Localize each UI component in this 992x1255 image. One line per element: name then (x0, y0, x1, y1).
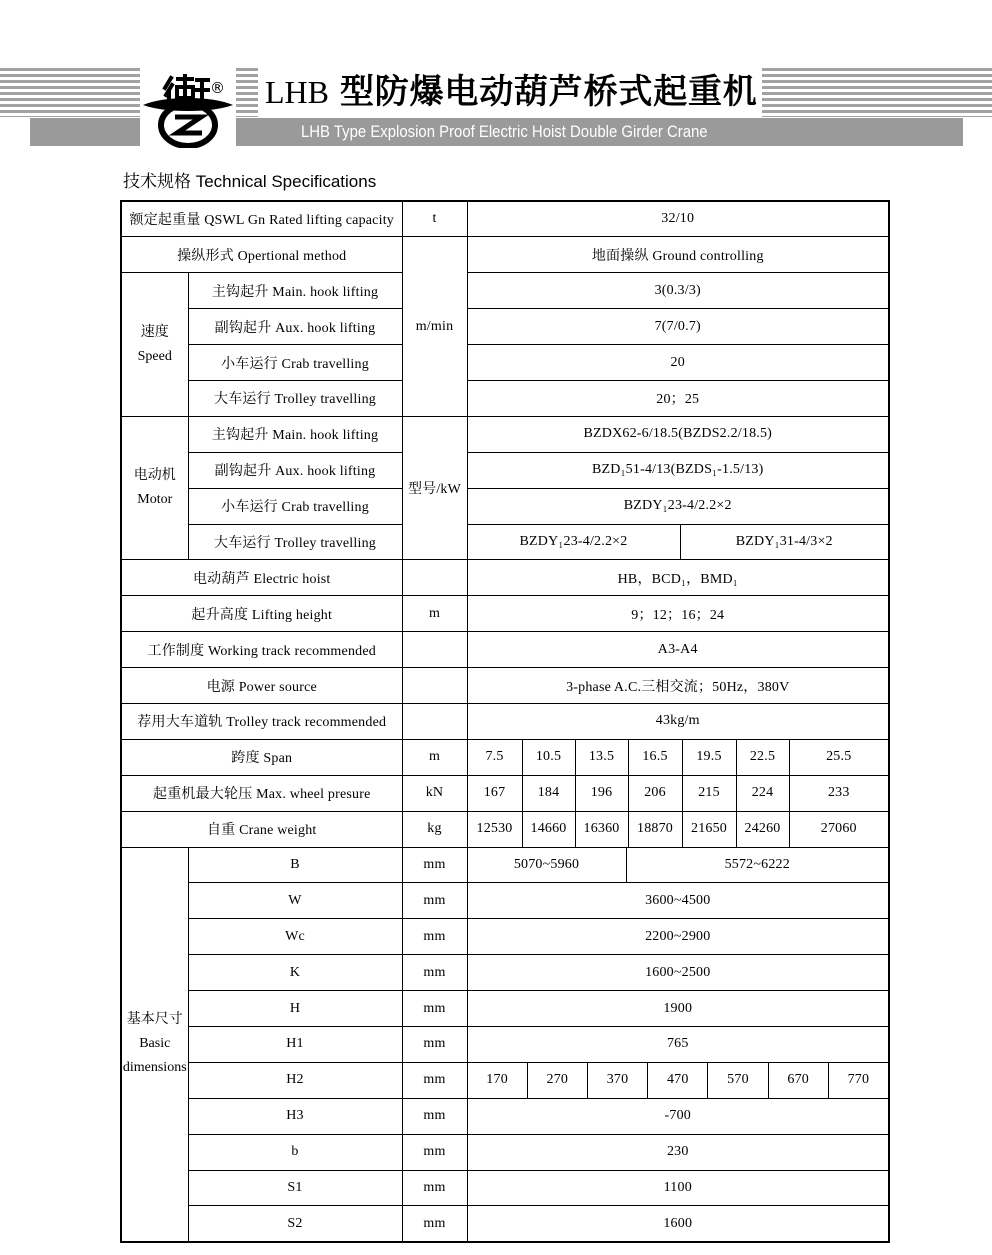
company-logo-icon (140, 60, 236, 148)
values-wheel-pressure (467, 775, 889, 811)
dim-name: S1 (188, 1170, 402, 1206)
row-dim-b-lower (121, 1134, 889, 1170)
dim-value: 765 (467, 1026, 889, 1062)
row-dim-w (121, 883, 889, 919)
label-span: 跨度 Span (121, 739, 402, 775)
dim-value: 570 (707, 1063, 767, 1098)
values-crane-weight-split (468, 812, 889, 847)
wheel-pressure-value: 167 (483, 785, 506, 801)
value-motor-main-hook: BZDX62-6/18.5(BZDS2.2/18.5) (467, 416, 889, 452)
dim-values (467, 847, 889, 883)
dim-values (467, 1062, 889, 1098)
row-speed-main-hook (121, 273, 889, 309)
dim-value: -700 (467, 1098, 889, 1134)
row-speed-crab (121, 345, 889, 381)
dim-name: H1 (188, 1026, 402, 1062)
dim-value: 1600~2500 (467, 955, 889, 991)
wheel-pressure-value: 184 (522, 776, 575, 811)
crane-weight-value: 12530 (476, 821, 513, 837)
dim-value: 470 (647, 1063, 707, 1098)
dim-name: b (188, 1134, 402, 1170)
value-working-duty: A3-A4 (467, 632, 889, 668)
dim-unit: mm (402, 847, 467, 883)
span-value: 16.5 (628, 740, 682, 775)
row-dim-k (121, 955, 889, 991)
value-electric-hoist: HB，BCD₁，BMD₁ (467, 560, 889, 596)
title-area (258, 68, 762, 117)
group-motor-en: Motor (137, 492, 173, 508)
label-speed-trolley: 大车运行 Trolley travelling (188, 380, 402, 416)
row-motor-aux-hook (121, 452, 889, 488)
dim-value: 170 (486, 1072, 508, 1088)
label-wheel-pressure: 起重机最大轮压 Max. wheel presure (121, 775, 402, 811)
row-wheel-pressure (121, 775, 889, 811)
row-dim-b-upper (121, 847, 889, 883)
span-value: 25.5 (789, 740, 889, 775)
value-rated-capacity: 32/10 (467, 201, 889, 237)
crane-weight-value: 21650 (682, 812, 736, 847)
value-motor-trolley-split (468, 525, 889, 560)
dim-value: 5572~6222 (626, 848, 889, 883)
unit-lifting-height: m (402, 596, 467, 632)
dim-unit: mm (402, 1026, 467, 1062)
wheel-pressure-value: 224 (736, 776, 789, 811)
label-rated-capacity: 额定起重量 QSWL Gn Rated lifting capacity (121, 201, 402, 237)
group-motor-cn: 电动机 (133, 468, 176, 484)
unit-motor: 型号/kW (402, 416, 467, 560)
span-value: 19.5 (682, 740, 736, 775)
row-working-duty (121, 632, 889, 668)
dim-name: Wc (188, 919, 402, 955)
dim-unit: mm (402, 1170, 467, 1206)
row-lifting-height (121, 596, 889, 632)
label-speed-aux-hook: 副钩起升 Aux. hook lifting (188, 309, 402, 345)
value-motor-trolley-b: BZDY₁31-4/3×2 (680, 525, 889, 560)
value-lifting-height: 9；12；16；24 (467, 596, 889, 632)
dim-name: H2 (188, 1062, 402, 1098)
group-speed-en: Speed (137, 348, 172, 364)
values-span (467, 739, 889, 775)
dim-unit: mm (402, 991, 467, 1027)
row-dim-s1 (121, 1170, 889, 1206)
row-dim-s2 (121, 1206, 889, 1242)
label-speed-main-hook: 主钩起升 Main. hook lifting (188, 273, 402, 309)
unit-speed: m/min (402, 237, 467, 416)
group-speed (121, 273, 188, 417)
row-motor-main-hook (121, 416, 889, 452)
dim-name: H3 (188, 1098, 402, 1134)
spec-table (120, 200, 890, 1243)
label-speed-crab: 小车运行 Crab travelling (188, 345, 402, 381)
group-motor (121, 416, 188, 560)
registered-mark: ® (210, 79, 225, 97)
span-value: 22.5 (736, 740, 789, 775)
title-chinese: 型防爆电动葫芦桥式起重机 (340, 73, 758, 111)
label-electric-hoist: 电动葫芦 Electric hoist (121, 560, 402, 596)
unit-span: m (402, 739, 467, 775)
value-operation: 地面操纵 Ground controlling (467, 237, 889, 273)
value-speed-aux-hook: 7(7/0.7) (467, 309, 889, 345)
row-speed-trolley (121, 380, 889, 416)
label-crane-weight: 自重 Crane weight (121, 811, 402, 847)
crane-weight-value: 27060 (789, 812, 889, 847)
row-motor-trolley (121, 524, 889, 560)
wheel-pressure-value: 233 (789, 776, 889, 811)
row-dim-h2 (121, 1062, 889, 1098)
subtitle: LHB Type Explosion Proof Electric Hoist Double Girder Crane (301, 122, 708, 141)
crane-weight-value: 18870 (628, 812, 682, 847)
header-band-left (30, 118, 140, 146)
dim-value: 230 (467, 1134, 889, 1170)
label-motor-main-hook: 主钩起升 Main. hook lifting (188, 416, 402, 452)
group-dimensions-cn: 基本尺寸 (126, 1012, 183, 1028)
row-dim-h3 (121, 1098, 889, 1134)
dim-value: 1100 (467, 1170, 889, 1206)
value-power-source: 3-phase A.C.三相交流；50Hz，380V (467, 668, 889, 704)
group-dimensions (121, 847, 188, 1242)
label-motor-crab: 小车运行 Crab travelling (188, 488, 402, 524)
values-crane-weight (467, 811, 889, 847)
dim-unit: mm (402, 955, 467, 991)
group-speed-cn: 速度 (140, 324, 169, 340)
dim-name: S2 (188, 1206, 402, 1242)
dim-value: 5070~5960 (513, 856, 580, 872)
dim-value: 370 (587, 1063, 647, 1098)
dim-values-split (468, 1063, 889, 1098)
wheel-pressure-value: 196 (575, 776, 628, 811)
unit-working-duty (402, 632, 467, 668)
value-speed-main-hook: 3(0.3/3) (467, 273, 889, 309)
unit-electric-hoist (402, 560, 467, 596)
value-motor-crab: BZDY₁23-4/2.2×2 (467, 488, 889, 524)
group-dimensions-en: Basic dimensions (122, 1036, 187, 1076)
label-working-duty: 工作制度 Working track recommended (121, 632, 402, 668)
row-span (121, 739, 889, 775)
label-lifting-height: 起升高度 Lifting height (121, 596, 402, 632)
row-electric-hoist (121, 560, 889, 596)
span-value: 13.5 (575, 740, 628, 775)
dim-unit: mm (402, 1206, 467, 1242)
wheel-pressure-value: 206 (628, 776, 682, 811)
dim-unit: mm (402, 919, 467, 955)
value-speed-crab: 20 (467, 345, 889, 381)
dim-unit: mm (402, 883, 467, 919)
value-trolley-track: 43kg/m (467, 703, 889, 739)
title-model: LHB (265, 74, 329, 110)
dim-name: B (188, 847, 402, 883)
crane-weight-value: 24260 (736, 812, 789, 847)
label-motor-trolley: 大车运行 Trolley travelling (188, 524, 402, 560)
label-operation: 操纵形式 Opertional method (121, 237, 402, 273)
unit-trolley-track (402, 703, 467, 739)
value-motor-trolley (467, 524, 889, 560)
row-trolley-track (121, 703, 889, 739)
crane-weight-value: 14660 (522, 812, 575, 847)
unit-rated-capacity: t (402, 201, 467, 237)
value-speed-trolley: 20；25 (467, 380, 889, 416)
wheel-pressure-value: 215 (682, 776, 736, 811)
unit-power-source (402, 668, 467, 704)
label-power-source: 电源 Power source (121, 668, 402, 704)
dim-value: 670 (768, 1063, 828, 1098)
label-motor-aux-hook: 副钩起升 Aux. hook lifting (188, 452, 402, 488)
unit-crane-weight: kg (402, 811, 467, 847)
dim-name: H (188, 991, 402, 1027)
dim-unit: mm (402, 1134, 467, 1170)
dim-value: 3600~4500 (467, 883, 889, 919)
dim-values-split (468, 848, 889, 883)
row-speed-aux-hook (121, 309, 889, 345)
row-motor-crab (121, 488, 889, 524)
section-title: 技术规格 Technical Specifications (123, 172, 377, 191)
row-crane-weight (121, 811, 889, 847)
unit-wheel-pressure: kN (402, 775, 467, 811)
span-value: 7.5 (485, 749, 504, 765)
dim-name: W (188, 883, 402, 919)
row-rated-capacity (121, 201, 889, 237)
dim-value: 1600 (467, 1206, 889, 1242)
values-span-split (468, 740, 889, 775)
span-value: 10.5 (522, 740, 575, 775)
row-dim-h (121, 991, 889, 1027)
value-motor-trolley-a: BZDY₁23-4/2.2×2 (519, 533, 628, 549)
value-motor-aux-hook: BZD₁51-4/13(BZDS₁-1.5/13) (467, 452, 889, 488)
dim-value: 770 (828, 1063, 888, 1098)
dim-value: 270 (527, 1063, 587, 1098)
dim-unit: mm (402, 1062, 467, 1098)
dim-name: K (188, 955, 402, 991)
header-band-right (236, 118, 963, 146)
row-operation (121, 237, 889, 273)
dim-value: 1900 (467, 991, 889, 1027)
logo-area (140, 60, 236, 148)
row-dim-h1 (121, 1026, 889, 1062)
values-wheel-pressure-split (468, 776, 889, 811)
row-dim-wc (121, 919, 889, 955)
crane-weight-value: 16360 (575, 812, 628, 847)
row-power-source (121, 668, 889, 704)
dim-unit: mm (402, 1098, 467, 1134)
dim-value: 2200~2900 (467, 919, 889, 955)
label-trolley-track: 荐用大车道轨 Trolley track recommended (121, 703, 402, 739)
